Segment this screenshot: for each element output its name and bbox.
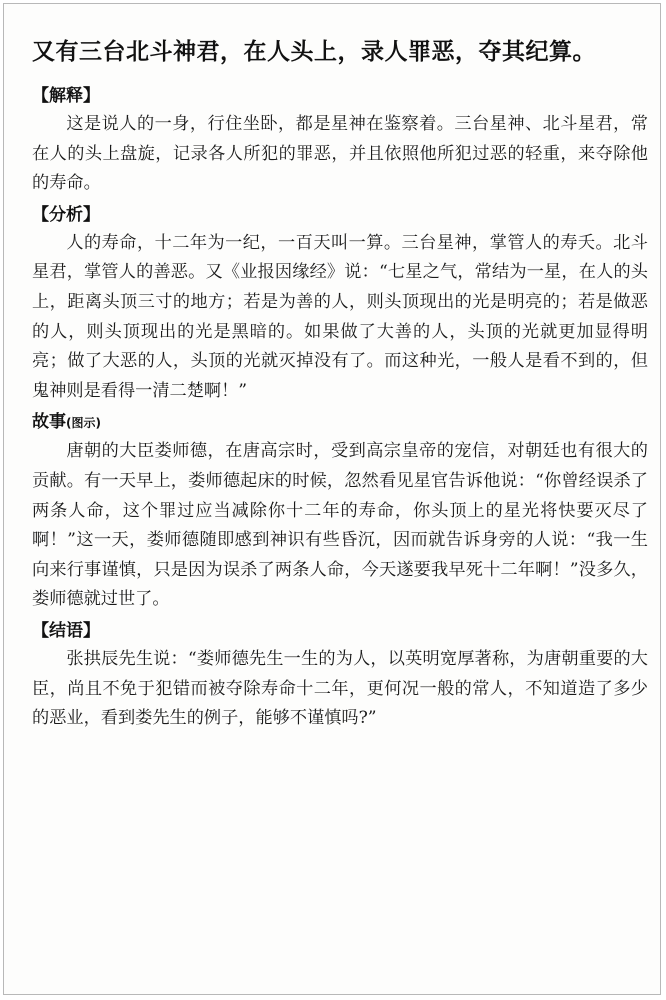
story-heading-sub: (图示) [66,416,101,431]
section-paragraph-explanation: 这是说人的一身，行住坐卧，都是星神在鉴察着。三台星神、北斗星君，常在人的头上盘旋，记录各人所犯的罪恶，并且依照他所犯过恶的轻重，来夺除他的寿命。 [32,114,648,194]
section-heading-conclusion: 【结语】 [32,620,100,641]
page [3,3,661,995]
section-paragraph-analysis: 人的寿命，十二年为一纪，一百天叫一算。三台星神，掌管人的寿夭。北斗星君，掌管人的善恶。又《业报因缘经》说：“七星之气，常结为一星，在人的头上，距离头顶三寸的地方；若是为善的人，则头顶现出的光是明亮的；若是做恶的人，则头顶现出的光是黑暗的。如果做了大善的人，头顶的光就更加显得明亮；做了大恶的人，头顶的光就灭掉没有了。而这种光，一般人是看不到的，但鬼神则是看得一清二楚啊！” [32,232,648,401]
document-body [32,34,648,736]
page-title: 又有三台北斗神君，在人头上，录人罪恶，夺其纪算。 [32,39,596,65]
section-heading-story [32,408,648,437]
section-heading-analysis: 【分析】 [32,204,100,225]
story-heading-main: 故事 [32,412,66,433]
section-heading-explanation: 【解释】 [32,86,100,106]
section-paragraph-story: 唐朝的大臣娄师德，在唐高宗时，受到高宗皇帝的宠信，对朝廷也有很大的贡献。有一天早上，娄师德起床的时候，忽然看见星官告诉他说：“你曾经误杀了两条人命，这个罪过应当减除你十二年的寿命，你头顶上的星光将快要灭尽了啊！”这一天，娄师德随即感到神识有些昏沉，因而就告诉身旁的人说：“我一生向来行事谨慎，只是因为误杀了两条人命，今天遂要我早死十二年啊！”没多久，娄师德就过世了。 [32,441,648,610]
section-paragraph-conclusion: 张拱辰先生说：“娄师德先生一生的为人，以英明宽厚著称，为唐朝重要的大臣，尚且不免于犯错而被夺除寿命十二年，更何况一般的常人，不知道造了多少的恶业，看到娄先生的例子，能够不谨慎吗?” [32,648,648,729]
